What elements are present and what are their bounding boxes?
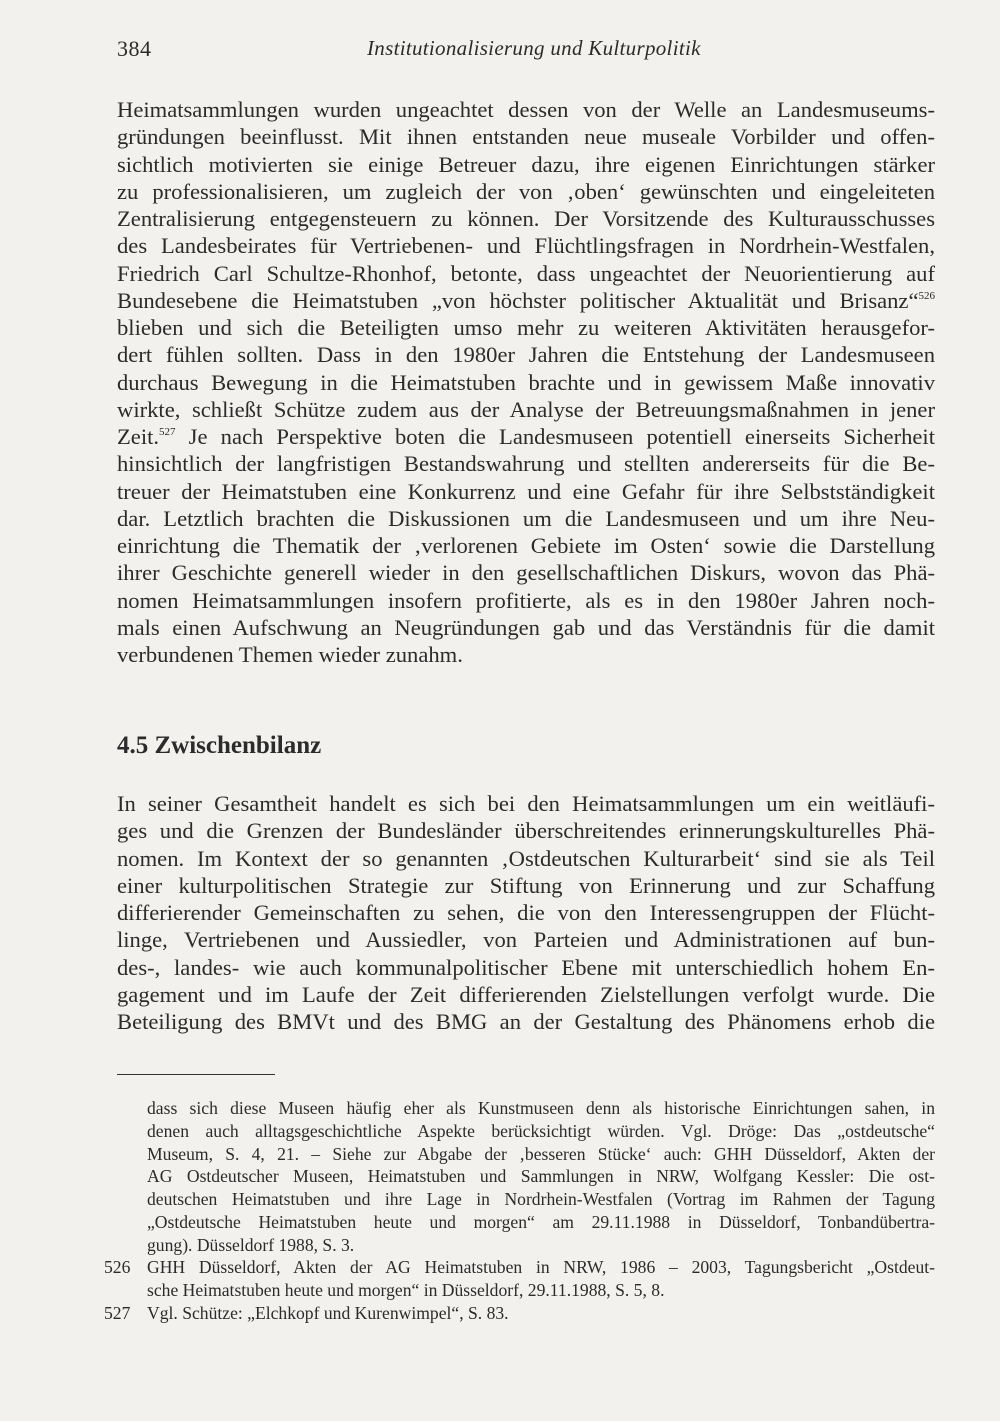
text-line: Friedrich Carl Schultze-Rhonhof, betonte, dass ungeachtet der Neuorientierung auf [117, 260, 935, 286]
text-line: ihrer Geschichte generell wieder in den gesellschaftlichen Diskurs, wovon das Phä- [117, 560, 935, 586]
section-heading: 4.5 Zwischenbilanz [117, 732, 322, 759]
footnote-ref-526: 526 [918, 289, 935, 302]
footnote-divider [117, 1074, 275, 1075]
footnote-number: 527 [104, 1302, 131, 1323]
footnote-ref-527: 527 [159, 426, 176, 438]
text-fragment: Je nach Perspektive boten die Landesmuseen potentiell einerseits Sicherheit [175, 424, 935, 449]
footnote-line: gung). Düsseldorf 1988, S. 3. [147, 1234, 355, 1255]
text-line: ges und die Grenzen der Bundesländer überschreitendes erinnerungskulturelles Phä- [117, 818, 935, 844]
text-line: des Landesbeirates für Vertriebenen- und Flüchtlingsfragen in Nordrhein-Westfalen, [117, 233, 935, 259]
footnote-line: deutschen Heimatstuben und ihre Lage in Nordrhein-Westfalen (Vortrag im Rahmen der Tagung [147, 1189, 935, 1209]
text-line: dert fühlen sollten. Dass in den 1980er Jahren die Entstehung der Landesmuseen [117, 342, 935, 368]
text-line: nomen. Im Kontext der so genannten ‚Ostdeutschen Kulturarbeit‘ sind sie als Teil [117, 845, 935, 871]
page-number: 384 [117, 36, 152, 61]
paragraph-2 [117, 790, 935, 1035]
footnote-continuation [147, 1097, 935, 1256]
footnote-527 [104, 1302, 935, 1325]
text-line: einer kulturpolitischen Strategie zur Stiftung von Erinnerung und zur Schaffung [117, 872, 935, 898]
footnote-line: GHH Düsseldorf, Akten der AG Heimatstuben in NRW, 1986 – 2003, Tagungsbericht „Ostdeut- [147, 1257, 935, 1278]
footnote-line: dass sich diese Museen häufig eher als Kunstmuseen denn als historische Einrichtungen sahen, in [147, 1098, 935, 1118]
text-line-with-footnote-527 [117, 423, 935, 450]
footnote-line: Vgl. Schütze: „Elchkopf und Kurenwimpel“, S. 83. [147, 1302, 509, 1323]
text-line: nomen Heimatsammlungen insofern profitierte, als es in den 1980er Jahren noch- [117, 587, 935, 613]
text-line: zu professionalisieren, um zugleich der von ‚oben‘ gewünschten und eingeleiteten [117, 178, 935, 204]
paragraph-1 [117, 96, 935, 668]
text-fragment: Zeit. [117, 424, 160, 449]
text-line: wirkte, schließt Schütze zudem aus der Analyse der Betreuungsmaßnahmen in jener [117, 396, 935, 422]
running-head [117, 36, 937, 70]
text-line: Heimatsammlungen wurden ungeachtet dessen von der Welle an Landesmuseums- [117, 97, 935, 122]
footnote-number: 526 [104, 1257, 131, 1278]
text-line: mals einen Aufschwung an Neugründungen gab und das Verständnis für die damit [117, 614, 935, 640]
footnote-line: sche Heimatstuben heute und morgen“ in Düsseldorf, 29.11.1988, S. 5, 8. [147, 1280, 665, 1300]
footnotes [104, 1097, 935, 1325]
footnote-line: denen auch alltagsgeschichtliche Aspekte berücksichtigt würden. Vgl. Dröge: Das „ostdeutsche“ [147, 1120, 935, 1141]
text-line-with-footnote-526 [117, 287, 935, 314]
text-line: treuer der Heimatstuben eine Konkurrenz und eine Gefahr für ihre Selbstständigkeit [117, 478, 935, 504]
running-title: Institutionalisierung und Kulturpolitik [367, 36, 701, 60]
text-line: sichtlich motivierten sie einige Betreuer dazu, ihre eigenen Einrichtungen stärker [117, 151, 935, 177]
text-line: durchaus Bewegung in die Heimatstuben brachte und in gewissem Maße innovativ [117, 369, 935, 395]
text-line: hinsichtlich der langfristigen Bestandswahrung und stellten andererseits für die Be- [117, 451, 935, 477]
text-line: differierender Gemeinschaften zu sehen, die von den Interessengruppen der Flücht- [117, 900, 935, 925]
text-line: des-, landes- wie auch kommunalpolitischer Ebene mit unterschiedlich hohem En- [117, 954, 935, 980]
text-line: verbundenen Themen wieder zunahm. [117, 642, 463, 667]
text-fragment: Bundesebene die Heimatstuben „von höchster politischer Aktualität und Brisanz“ [117, 287, 919, 313]
footnote-line: Museum, S. 4, 21. – Siehe zur Abgabe der ‚besseren Stücke‘ auch: GHH Düsseldorf, Akten der [147, 1143, 935, 1164]
text-line: In seiner Gesamtheit handelt es sich bei den Heimatsammlungen um ein weitläufi- [117, 791, 935, 816]
text-line: gründungen beeinflusst. Mit ihnen entstanden neue museale Vorbilder und offen- [117, 124, 935, 150]
text-line: gagement und im Laufe der Zeit differierenden Zielstellungen verfolgt wurde. Die [117, 981, 935, 1007]
text-line: Beteiligung des BMVt und des BMG an der Gestaltung des Phänomens erhob die [117, 1009, 935, 1034]
text-line: blieben und sich die Beteiligten umso mehr zu weiteren Aktivitäten herausgefor- [117, 315, 935, 340]
footnote-526 [104, 1256, 935, 1302]
footnote-line: „Ostdeutsche Heimatstuben heute und morgen“ am 29.11.1988 in Düsseldorf, Tonbandübertra- [147, 1211, 935, 1232]
footnote-line: AG Ostdeutscher Museen, Heimatstuben und Sammlungen in NRW, Wolfgang Kessler: Die ost- [147, 1166, 935, 1187]
text-line: einrichtung die Thematik der ‚verlorenen Gebiete im Osten‘ sowie die Darstellung [117, 533, 935, 558]
text-line: Zentralisierung entgegensteuern zu können. Der Vorsitzende des Kulturausschusses [117, 206, 935, 231]
text-line: linge, Vertriebenen und Aussiedler, von Parteien und Administrationen auf bun- [117, 927, 935, 953]
text-line: dar. Letztlich brachten die Diskussionen um die Landesmuseen und um ihre Neu- [117, 505, 935, 531]
